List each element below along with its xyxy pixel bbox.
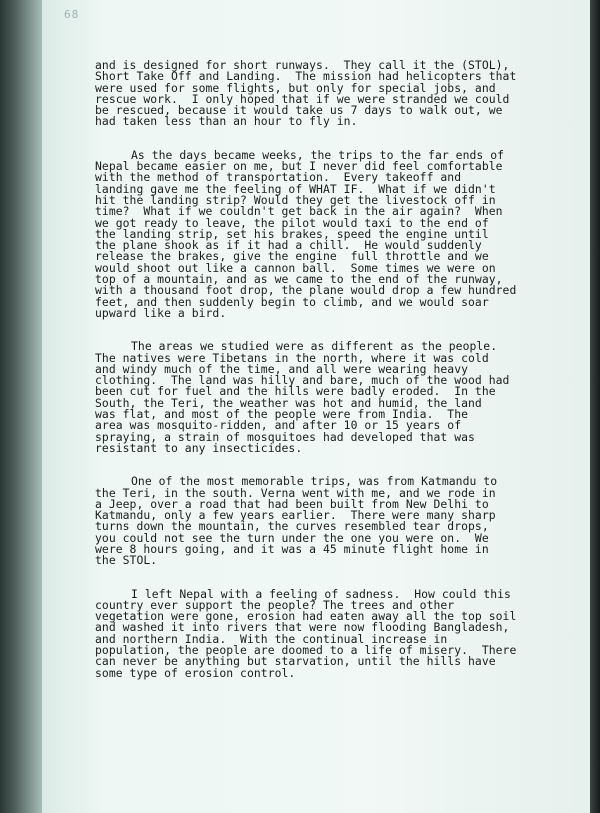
text-line: Nepal became easier on me, but I never did feel comfortable bbox=[95, 159, 503, 174]
text-line: I left Nepal with a feeling of sadness. How could this bbox=[131, 586, 511, 601]
text-line: the landing strip, set his brakes, speed the engine until bbox=[95, 226, 489, 241]
text-line: we got ready to leave, the pilot would taxi to the end of bbox=[95, 215, 489, 230]
text-line: a Jeep, over a road that had been built from New Delhi to bbox=[95, 496, 489, 511]
text-line: upward like a bird. bbox=[95, 305, 227, 320]
page-number: 68 bbox=[64, 8, 80, 21]
text-line: time? What if we couldn't get back in the air again? When bbox=[95, 204, 503, 219]
text-line: Katmandu, only a few years earlier. There were many sharp bbox=[95, 508, 496, 523]
text-line: with a thousand foot drop, the plane would drop a few hundred bbox=[95, 283, 517, 298]
paragraph-5 bbox=[95, 586, 585, 680]
text-line: top of a mountain, and as we came to the end of the runway, bbox=[95, 272, 503, 287]
text-line: The natives were Tibetans in the north, where it was cold bbox=[95, 350, 489, 365]
text-line: and windy much of the time, and all were wearing heavy bbox=[95, 361, 469, 376]
body-text bbox=[95, 60, 585, 701]
text-line: some type of erosion control. bbox=[95, 665, 296, 680]
text-line: resistant to any insecticides. bbox=[95, 440, 303, 455]
text-line: population, the people are doomed to a life of misery. There bbox=[95, 643, 517, 658]
text-line: As the days became weeks, the trips to the far ends of bbox=[131, 147, 505, 162]
text-line: the STOL. bbox=[95, 553, 158, 568]
text-line: vegetation were gone, erosion had eaten away all the top soil bbox=[95, 609, 517, 624]
text-line: and washed it into rivers that were now flooding Bangladesh, bbox=[95, 620, 510, 635]
paragraph-4 bbox=[95, 476, 585, 566]
text-line: can never be anything but starvation, until the hills have bbox=[95, 654, 496, 669]
text-line: feet, and then suddenly begin to climb, and we would soar bbox=[95, 294, 489, 309]
text-line: and is designed for short runways. They call it the (STOL), bbox=[95, 58, 510, 72]
text-line: with the method of transportation. Every takeoff and bbox=[95, 170, 462, 185]
text-line: clothing. The land was hilly and bare, much of the wood had bbox=[95, 373, 510, 388]
text-line: area was mosquito-ridden, and after 10 or 15 years of bbox=[95, 418, 462, 433]
text-line: would shoot out like a cannon ball. Some times we were on bbox=[95, 260, 496, 275]
text-line: The areas we studied were as different as the people. bbox=[131, 339, 498, 354]
text-line: been cut for fuel and the hills were badly eroded. In the bbox=[95, 384, 496, 399]
text-line: landing gave me the feeling of WHAT IF. What if we didn't bbox=[95, 181, 496, 196]
text-line: had taken less than an hour to fly in. bbox=[95, 114, 358, 129]
text-line: South, the Teri, the weather was hot and humid, the land bbox=[95, 395, 482, 410]
text-line: country ever support the people? The trees and other bbox=[95, 597, 455, 612]
text-line: and northern India. With the continual increase in bbox=[95, 631, 448, 646]
text-line: rescue work. I only hoped that if we were stranded we could bbox=[95, 91, 510, 106]
text-line: you could not see the turn under the one you were on. We bbox=[95, 530, 489, 545]
paragraph-2 bbox=[95, 147, 585, 320]
scan-edge-right bbox=[590, 0, 600, 813]
text-line: was flat, and most of the people were from India. The bbox=[95, 407, 469, 422]
text-line: turns down the mountain, the curves resembled tear drops, bbox=[95, 519, 489, 534]
text-line: Short Take Off and Landing. The mission had helicopters that bbox=[95, 69, 517, 84]
text-line: release the brakes, give the engine full throttle and we bbox=[95, 249, 489, 264]
paragraph-3 bbox=[95, 341, 585, 454]
scan-edge-left bbox=[0, 0, 42, 813]
text-line: were used for some flights, but only for special jobs, and bbox=[95, 80, 496, 95]
text-line: be rescued, because it would take us 7 days to walk out, we bbox=[95, 103, 503, 118]
text-line: the plane shook as if it had a chill. He would suddenly bbox=[95, 238, 482, 253]
text-line: hit the landing strip? Would they get the livestock off in bbox=[95, 192, 496, 207]
text-line: spraying, a strain of mosquitoes had developed that was bbox=[95, 429, 475, 444]
text-line: the Teri, in the south. Verna went with me, and we rode in bbox=[95, 485, 496, 500]
text-line: were 8 hours going, and it was a 45 minute flight home in bbox=[95, 541, 489, 556]
text-line: One of the most memorable trips, was from Katmandu to bbox=[131, 474, 498, 489]
paragraph-1 bbox=[95, 60, 585, 128]
